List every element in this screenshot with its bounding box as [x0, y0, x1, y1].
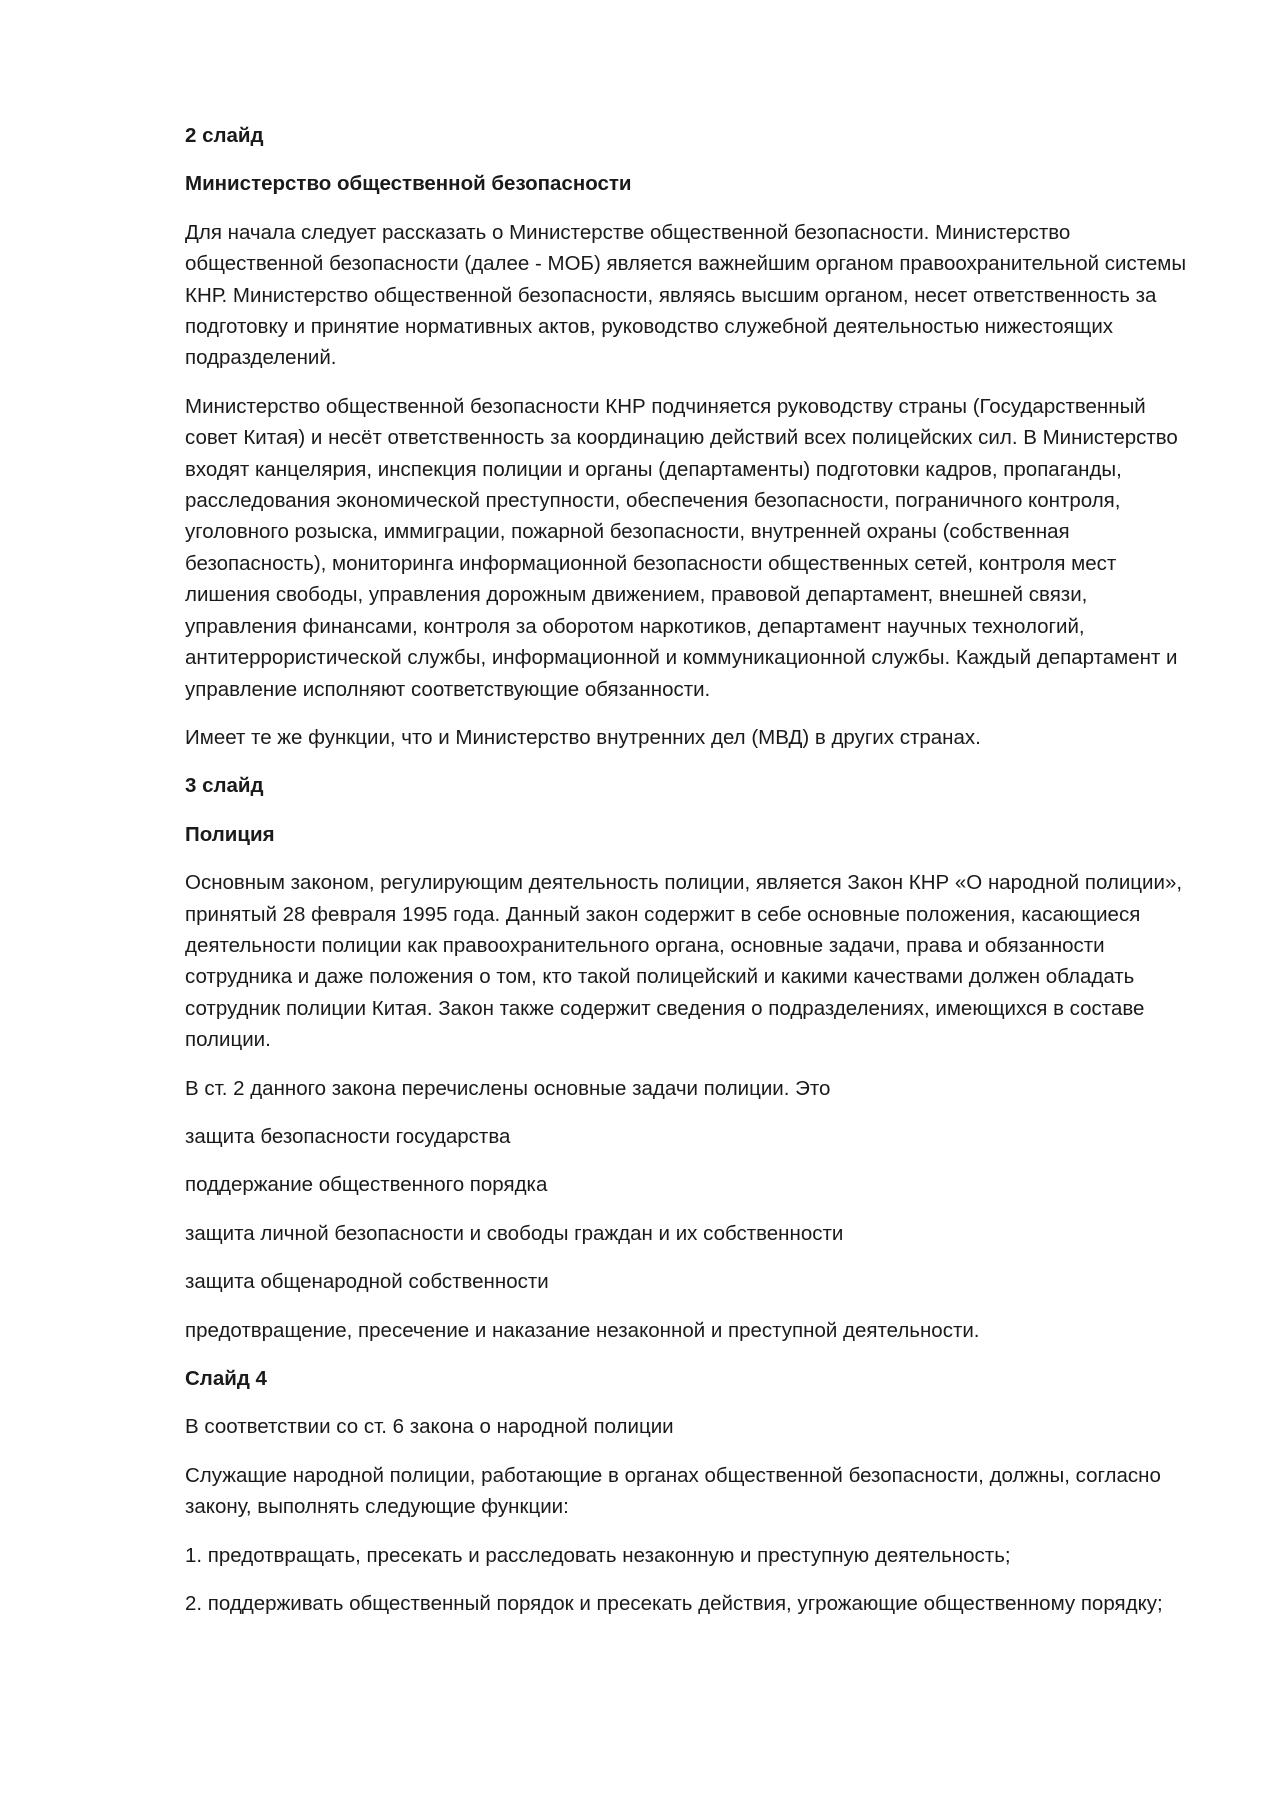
- section-title-ministry: Министерство общественной безопасности: [185, 172, 632, 196]
- task-item: защита общенародной собственности: [185, 1270, 549, 1294]
- slide-4-heading: Слайд 4: [185, 1367, 267, 1390]
- function-item: 2. поддерживать общественный порядок и пресекать действия, угрожающие общественному порядку;: [185, 1592, 1163, 1616]
- section-title-police: Полиция: [185, 822, 275, 846]
- task-item: защита безопасности государства: [185, 1124, 511, 1148]
- paragraph: В соответствии со ст. 6 закона о народной полиции: [185, 1415, 674, 1439]
- document-body: [185, 120, 1195, 1636]
- paragraph: Имеет те же функции, что и Министерство внутренних дел (МВД) в других странах.: [185, 725, 981, 749]
- slide-2-heading: 2 слайд: [185, 124, 264, 147]
- task-item: защита личной безопасности и свободы граждан и их собственности: [185, 1221, 844, 1245]
- task-item: предотвращение, пресечение и наказание незаконной и преступной деятельности.: [185, 1318, 980, 1342]
- paragraph: Для начала следует рассказать о Министерстве общественной безопасности. Министерство общественной безопасности (далее - МОБ) является важнейшим органом правоохранительной системы КНР. Министерство общественной безопасности, являясь высшим органом, несет ответственность за подготовку и принятие нормативных актов, руководство служебной деятельностью нижестоящих подразделений.: [185, 220, 1187, 370]
- paragraph: В ст. 2 данного закона перечислены основные задачи полиции. Это: [185, 1076, 831, 1100]
- slide-3-heading: 3 слайд: [185, 774, 264, 798]
- paragraph: Служащие народной полиции, работающие в органах общественной безопасности, должны, согласно закону, выполнять следующие функции:: [185, 1463, 1161, 1519]
- task-item: поддержание общественного порядка: [185, 1173, 548, 1197]
- function-item: 1. предотвращать, пресекать и расследовать незаконную и преступную деятельность;: [185, 1543, 1011, 1567]
- paragraph: Министерство общественной безопасности КНР подчиняется руководству страны (Государственный совет Китая) и несёт ответственность за координацию действий всех полицейских сил. В Министерство входят канцелярия, инспекция полиции и органы (департаменты) подготовки кадров, пропаганды, расследования экономической преступности, обеспечения безопасности, пограничного контроля, уголовного розыска, иммиграции, пожарной безопасности, внутренней охраны (собственная безопасность), мониторинга информационной безопасности общественных сетей, контроля мест лишения свободы, управления дорожным движением, правовой департамент, внешней связи, управления финансами, контроля за оборотом наркотиков, департамент научных технологий, антитеррористической службы, информационной и коммуникационной службы. Каждый департамент и управление исполняют соответствующие обязанности.: [185, 394, 1178, 701]
- paragraph: Основным законом, регулирующим деятельность полиции, является Закон КНР «О народной полиции», принятый 28 февраля 1995 года. Данный закон содержит в себе основные положения, касающиеся деятельности полиции как правоохранительного органа, основные задачи, права и обязанности сотрудника и даже положения о том, кто такой полицейский и какими качествами должен обладать сотрудник полиции Китая. Закон также содержит сведения о подразделениях, имеющихся в составе полиции.: [185, 871, 1183, 1052]
